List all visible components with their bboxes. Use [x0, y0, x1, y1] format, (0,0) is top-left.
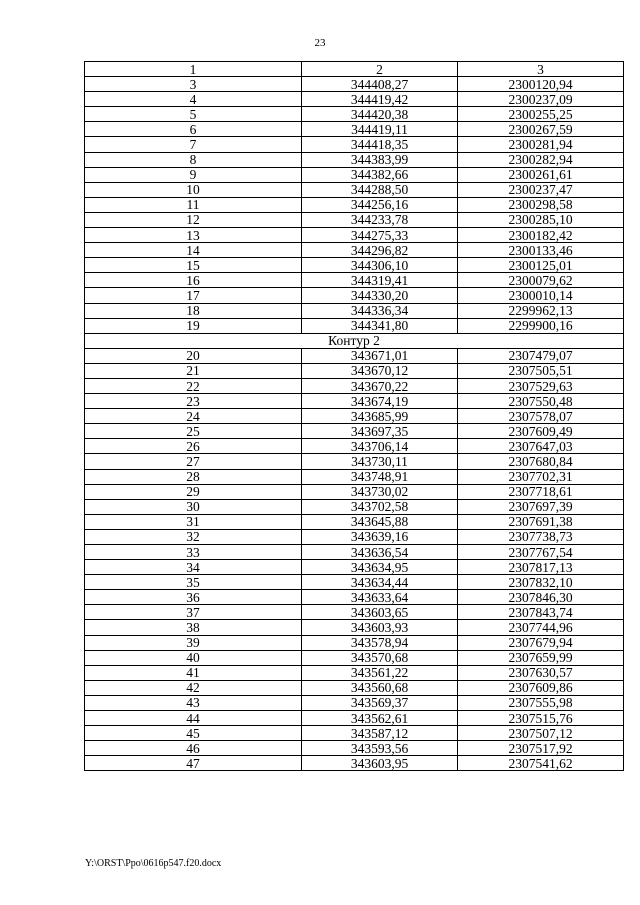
x-coordinate-cell: 343593,56 [302, 741, 458, 756]
point-number-cell: 47 [85, 756, 302, 771]
y-coordinate-cell: 2307609,49 [458, 424, 624, 439]
x-coordinate-cell: 343603,95 [302, 756, 458, 771]
table-row [85, 394, 624, 409]
y-coordinate-cell: 2300255,25 [458, 107, 624, 122]
table-row [85, 620, 624, 635]
point-number-cell: 42 [85, 680, 302, 695]
table-row [85, 590, 624, 605]
x-coordinate-cell: 344296,82 [302, 243, 458, 258]
point-number-cell: 8 [85, 152, 302, 167]
point-number-cell: 16 [85, 273, 302, 288]
x-coordinate-cell: 343706,14 [302, 439, 458, 454]
table-row [85, 167, 624, 182]
x-coordinate-cell: 344275,33 [302, 228, 458, 243]
x-coordinate-cell: 344288,50 [302, 182, 458, 197]
y-coordinate-cell: 2307679,94 [458, 635, 624, 650]
y-coordinate-cell: 2300237,47 [458, 182, 624, 197]
x-coordinate-cell: 344382,66 [302, 167, 458, 182]
y-coordinate-cell: 2300281,94 [458, 137, 624, 152]
point-number-cell: 27 [85, 454, 302, 469]
table-row [85, 152, 624, 167]
table-row [85, 107, 624, 122]
table-row [85, 424, 624, 439]
y-coordinate-cell: 2307767,54 [458, 545, 624, 560]
x-coordinate-cell: 344383,99 [302, 152, 458, 167]
table-row [85, 711, 624, 726]
table-row [85, 197, 624, 212]
point-number-cell: 11 [85, 197, 302, 212]
footer-file-path: Y:\ORST\Ppo\0616p547.f20.docx [85, 858, 222, 869]
y-coordinate-cell: 2307718,61 [458, 484, 624, 499]
point-number-cell: 26 [85, 439, 302, 454]
x-coordinate-cell: 344319,41 [302, 273, 458, 288]
y-coordinate-cell: 2300120,94 [458, 77, 624, 92]
y-coordinate-cell: 2307479,07 [458, 348, 624, 363]
point-number-cell: 15 [85, 258, 302, 273]
y-coordinate-cell: 2300237,09 [458, 92, 624, 107]
table-row [85, 726, 624, 741]
y-coordinate-cell: 2307846,30 [458, 590, 624, 605]
point-number-cell: 45 [85, 726, 302, 741]
table-row [85, 378, 624, 393]
section-label: Контур 2 [85, 333, 624, 348]
coordinates-table [84, 61, 624, 771]
y-coordinate-cell: 2307697,39 [458, 499, 624, 514]
point-number-cell: 37 [85, 605, 302, 620]
y-coordinate-cell: 2300079,62 [458, 273, 624, 288]
y-coordinate-cell: 2300261,61 [458, 167, 624, 182]
section-row [85, 333, 624, 348]
table-row [85, 650, 624, 665]
point-number-cell: 7 [85, 137, 302, 152]
point-number-cell: 10 [85, 182, 302, 197]
point-number-cell: 28 [85, 469, 302, 484]
point-number-cell: 40 [85, 650, 302, 665]
table-row [85, 499, 624, 514]
table-row [85, 680, 624, 695]
point-number-cell: 41 [85, 665, 302, 680]
y-coordinate-cell: 2299962,13 [458, 303, 624, 318]
point-number-cell: 36 [85, 590, 302, 605]
x-coordinate-cell: 343685,99 [302, 409, 458, 424]
x-coordinate-cell: 343702,58 [302, 499, 458, 514]
table-row [85, 318, 624, 333]
table-row [85, 514, 624, 529]
table-row [85, 182, 624, 197]
x-coordinate-cell: 344408,27 [302, 77, 458, 92]
point-number-cell: 34 [85, 560, 302, 575]
y-coordinate-cell: 2300298,58 [458, 197, 624, 212]
x-coordinate-cell: 343634,44 [302, 575, 458, 590]
page-number: 23 [314, 37, 326, 49]
point-number-cell: 46 [85, 741, 302, 756]
header-col-2: 2 [302, 62, 458, 77]
y-coordinate-cell: 2307832,10 [458, 575, 624, 590]
y-coordinate-cell: 2307515,76 [458, 711, 624, 726]
table-row [85, 545, 624, 560]
point-number-cell: 18 [85, 303, 302, 318]
table-row [85, 243, 624, 258]
y-coordinate-cell: 2307541,62 [458, 756, 624, 771]
table-row [85, 348, 624, 363]
x-coordinate-cell: 343569,37 [302, 695, 458, 710]
x-coordinate-cell: 344306,10 [302, 258, 458, 273]
table-row [85, 605, 624, 620]
y-coordinate-cell: 2300182,42 [458, 228, 624, 243]
y-coordinate-cell: 2307680,84 [458, 454, 624, 469]
x-coordinate-cell: 343560,68 [302, 680, 458, 695]
point-number-cell: 38 [85, 620, 302, 635]
x-coordinate-cell: 343633,64 [302, 590, 458, 605]
x-coordinate-cell: 344418,35 [302, 137, 458, 152]
y-coordinate-cell: 2307609,86 [458, 680, 624, 695]
y-coordinate-cell: 2307578,07 [458, 409, 624, 424]
point-number-cell: 3 [85, 77, 302, 92]
y-coordinate-cell: 2300267,59 [458, 122, 624, 137]
point-number-cell: 43 [85, 695, 302, 710]
point-number-cell: 31 [85, 514, 302, 529]
point-number-cell: 20 [85, 348, 302, 363]
x-coordinate-cell: 344256,16 [302, 197, 458, 212]
point-number-cell: 4 [85, 92, 302, 107]
table-row [85, 635, 624, 650]
table-row [85, 363, 624, 378]
table-row [85, 560, 624, 575]
table-row [85, 273, 624, 288]
x-coordinate-cell: 343748,91 [302, 469, 458, 484]
point-number-cell: 17 [85, 288, 302, 303]
table-row [85, 756, 624, 771]
header-col-3: 3 [458, 62, 624, 77]
point-number-cell: 35 [85, 575, 302, 590]
point-number-cell: 32 [85, 529, 302, 544]
point-number-cell: 24 [85, 409, 302, 424]
table-row [85, 695, 624, 710]
x-coordinate-cell: 344419,11 [302, 122, 458, 137]
table-row [85, 303, 624, 318]
table-row [85, 439, 624, 454]
table-row [85, 529, 624, 544]
x-coordinate-cell: 344233,78 [302, 212, 458, 227]
x-coordinate-cell: 343603,93 [302, 620, 458, 635]
table-row [85, 741, 624, 756]
y-coordinate-cell: 2307507,12 [458, 726, 624, 741]
point-number-cell: 33 [85, 545, 302, 560]
y-coordinate-cell: 2307659,99 [458, 650, 624, 665]
y-coordinate-cell: 2307744,96 [458, 620, 624, 635]
y-coordinate-cell: 2307691,38 [458, 514, 624, 529]
y-coordinate-cell: 2307702,31 [458, 469, 624, 484]
y-coordinate-cell: 2307529,63 [458, 378, 624, 393]
point-number-cell: 14 [85, 243, 302, 258]
y-coordinate-cell: 2300285,10 [458, 212, 624, 227]
table-row [85, 212, 624, 227]
table-row [85, 258, 624, 273]
x-coordinate-cell: 343578,94 [302, 635, 458, 650]
x-coordinate-cell: 344420,38 [302, 107, 458, 122]
x-coordinate-cell: 343636,54 [302, 545, 458, 560]
table-row [85, 575, 624, 590]
point-number-cell: 12 [85, 212, 302, 227]
table-body-contour-1 [85, 77, 624, 334]
table-row [85, 665, 624, 680]
x-coordinate-cell: 343674,19 [302, 394, 458, 409]
point-number-cell: 30 [85, 499, 302, 514]
point-number-cell: 13 [85, 228, 302, 243]
point-number-cell: 6 [85, 122, 302, 137]
x-coordinate-cell: 343587,12 [302, 726, 458, 741]
y-coordinate-cell: 2300125,01 [458, 258, 624, 273]
x-coordinate-cell: 344341,80 [302, 318, 458, 333]
point-number-cell: 9 [85, 167, 302, 182]
point-number-cell: 22 [85, 378, 302, 393]
table-row [85, 92, 624, 107]
y-coordinate-cell: 2300133,46 [458, 243, 624, 258]
y-coordinate-cell: 2307550,48 [458, 394, 624, 409]
y-coordinate-cell: 2307517,92 [458, 741, 624, 756]
point-number-cell: 19 [85, 318, 302, 333]
point-number-cell: 25 [85, 424, 302, 439]
x-coordinate-cell: 344330,20 [302, 288, 458, 303]
table-row [85, 122, 624, 137]
x-coordinate-cell: 343730,02 [302, 484, 458, 499]
x-coordinate-cell: 343645,88 [302, 514, 458, 529]
x-coordinate-cell: 343634,95 [302, 560, 458, 575]
y-coordinate-cell: 2300282,94 [458, 152, 624, 167]
x-coordinate-cell: 343697,35 [302, 424, 458, 439]
x-coordinate-cell: 343562,61 [302, 711, 458, 726]
x-coordinate-cell: 343603,65 [302, 605, 458, 620]
x-coordinate-cell: 343561,22 [302, 665, 458, 680]
table-row [85, 469, 624, 484]
point-number-cell: 44 [85, 711, 302, 726]
y-coordinate-cell: 2307647,03 [458, 439, 624, 454]
y-coordinate-cell: 2307738,73 [458, 529, 624, 544]
y-coordinate-cell: 2307817,13 [458, 560, 624, 575]
table-row [85, 288, 624, 303]
x-coordinate-cell: 344336,34 [302, 303, 458, 318]
header-col-1: 1 [85, 62, 302, 77]
y-coordinate-cell: 2307555,98 [458, 695, 624, 710]
table-row [85, 137, 624, 152]
y-coordinate-cell: 2307630,57 [458, 665, 624, 680]
table-row [85, 409, 624, 424]
point-number-cell: 21 [85, 363, 302, 378]
point-number-cell: 5 [85, 107, 302, 122]
y-coordinate-cell: 2307505,51 [458, 363, 624, 378]
point-number-cell: 29 [85, 484, 302, 499]
point-number-cell: 23 [85, 394, 302, 409]
x-coordinate-cell: 343730,11 [302, 454, 458, 469]
x-coordinate-cell: 343671,01 [302, 348, 458, 363]
table-row [85, 77, 624, 92]
point-number-cell: 39 [85, 635, 302, 650]
x-coordinate-cell: 343639,16 [302, 529, 458, 544]
x-coordinate-cell: 343670,22 [302, 378, 458, 393]
table-row [85, 228, 624, 243]
x-coordinate-cell: 343670,12 [302, 363, 458, 378]
x-coordinate-cell: 344419,42 [302, 92, 458, 107]
y-coordinate-cell: 2299900,16 [458, 318, 624, 333]
y-coordinate-cell: 2307843,74 [458, 605, 624, 620]
table-row [85, 454, 624, 469]
x-coordinate-cell: 343570,68 [302, 650, 458, 665]
table-row [85, 484, 624, 499]
table-header-row [85, 62, 624, 77]
table-body-contour-2 [85, 348, 624, 771]
y-coordinate-cell: 2300010,14 [458, 288, 624, 303]
